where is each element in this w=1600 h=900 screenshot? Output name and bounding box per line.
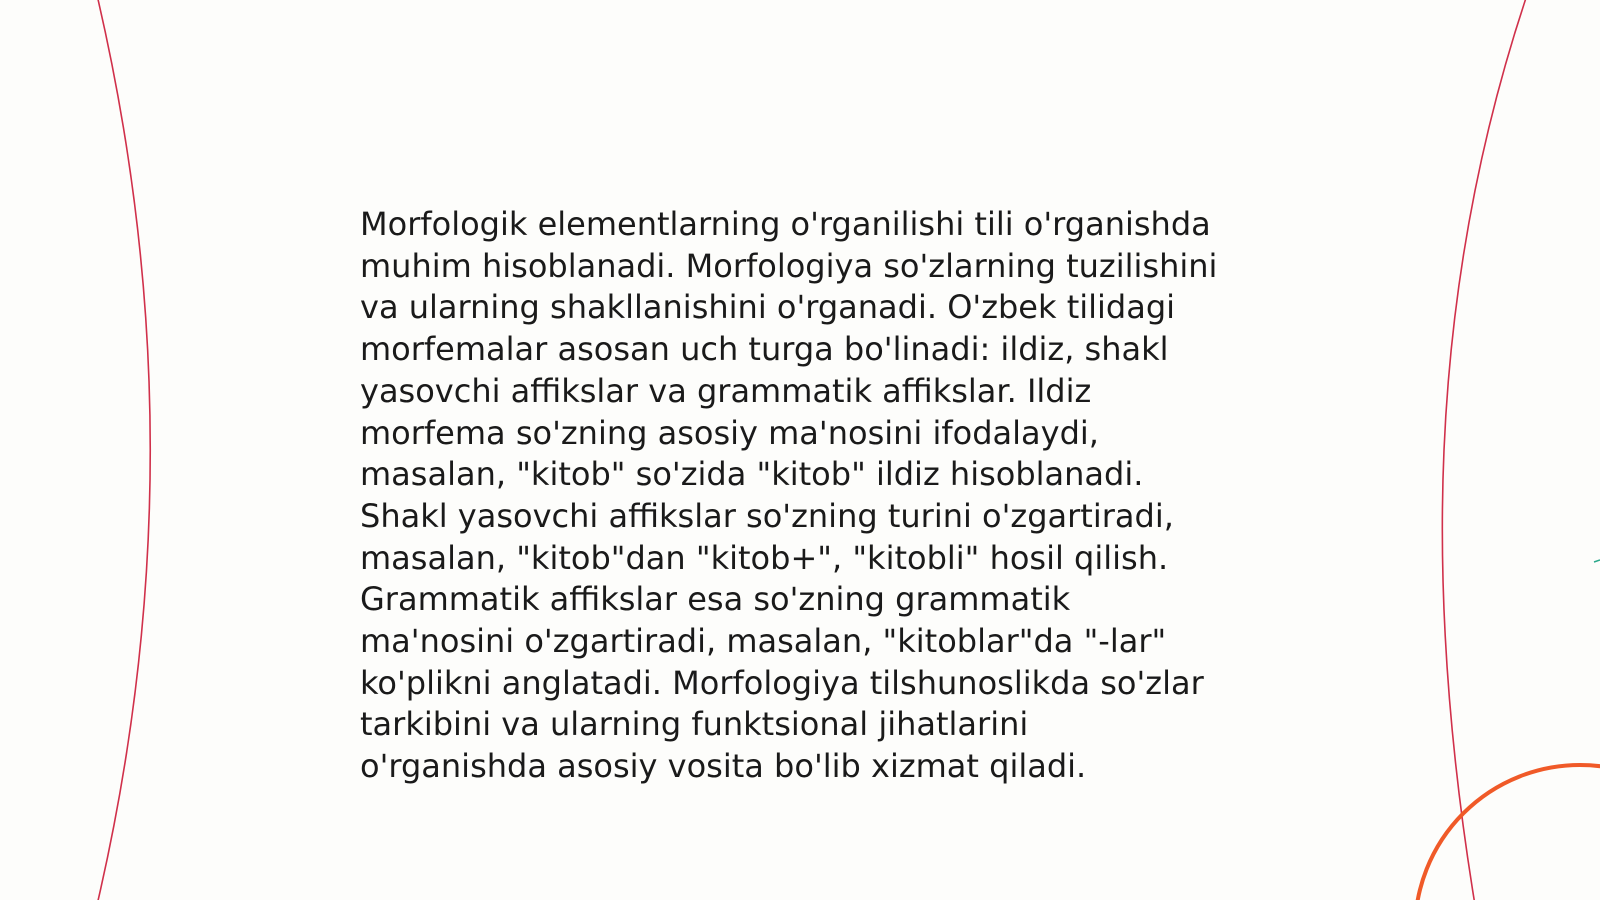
paragraph-line: masalan, "kitob" so'zida "kitob" ildiz hisoblanadi. xyxy=(360,455,1144,494)
paragraph-line: masalan, "kitob"dan "kitob+", "kitobli" hosil qilish. xyxy=(360,538,1169,577)
paragraph-line: morfemalar asosan uch turga bo'linadi: ildiz, shakl xyxy=(360,330,1169,369)
left-arc-line xyxy=(97,0,150,900)
paragraph-line: tarkibini va ularning funktsional jihatlarini xyxy=(360,705,1029,744)
paragraph-line: Morfologik elementlarning o'rganilishi tili o'rganishda xyxy=(360,205,1211,243)
right-arc-line xyxy=(1442,0,1527,900)
paragraph-line: ma'nosini o'zgartiradi, masalan, "kitoblar"da "-lar" xyxy=(360,622,1167,661)
body-paragraph xyxy=(360,204,1260,788)
paragraph-line: yasovchi affikslar va grammatik affikslar. Ildiz xyxy=(360,371,1092,410)
corner-circle-outline xyxy=(1415,765,1600,900)
paragraph-line: muhim hisoblanadi. Morfologiya so'zlarning tuzilishini xyxy=(360,246,1218,285)
paragraph-line: va ularning shakllanishini o'rganadi. O'zbek tilidagi xyxy=(360,288,1176,327)
paragraph-line: Grammatik affikslar esa so'zning grammatik xyxy=(360,580,1071,619)
edge-mark xyxy=(1594,560,1600,562)
paragraph-line: Shakl yasovchi affikslar so'zning turini o'zgartiradi, xyxy=(360,496,1174,535)
paragraph-line: o'rganishda asosiy vosita bo'lib xizmat qiladi. xyxy=(360,747,1087,786)
paragraph-line: ko'plikni anglatadi. Morfologiya tilshunoslikda so'zlar xyxy=(360,663,1204,702)
paragraph-line: morfema so'zning asosiy ma'nosini ifodalaydi, xyxy=(360,413,1099,452)
